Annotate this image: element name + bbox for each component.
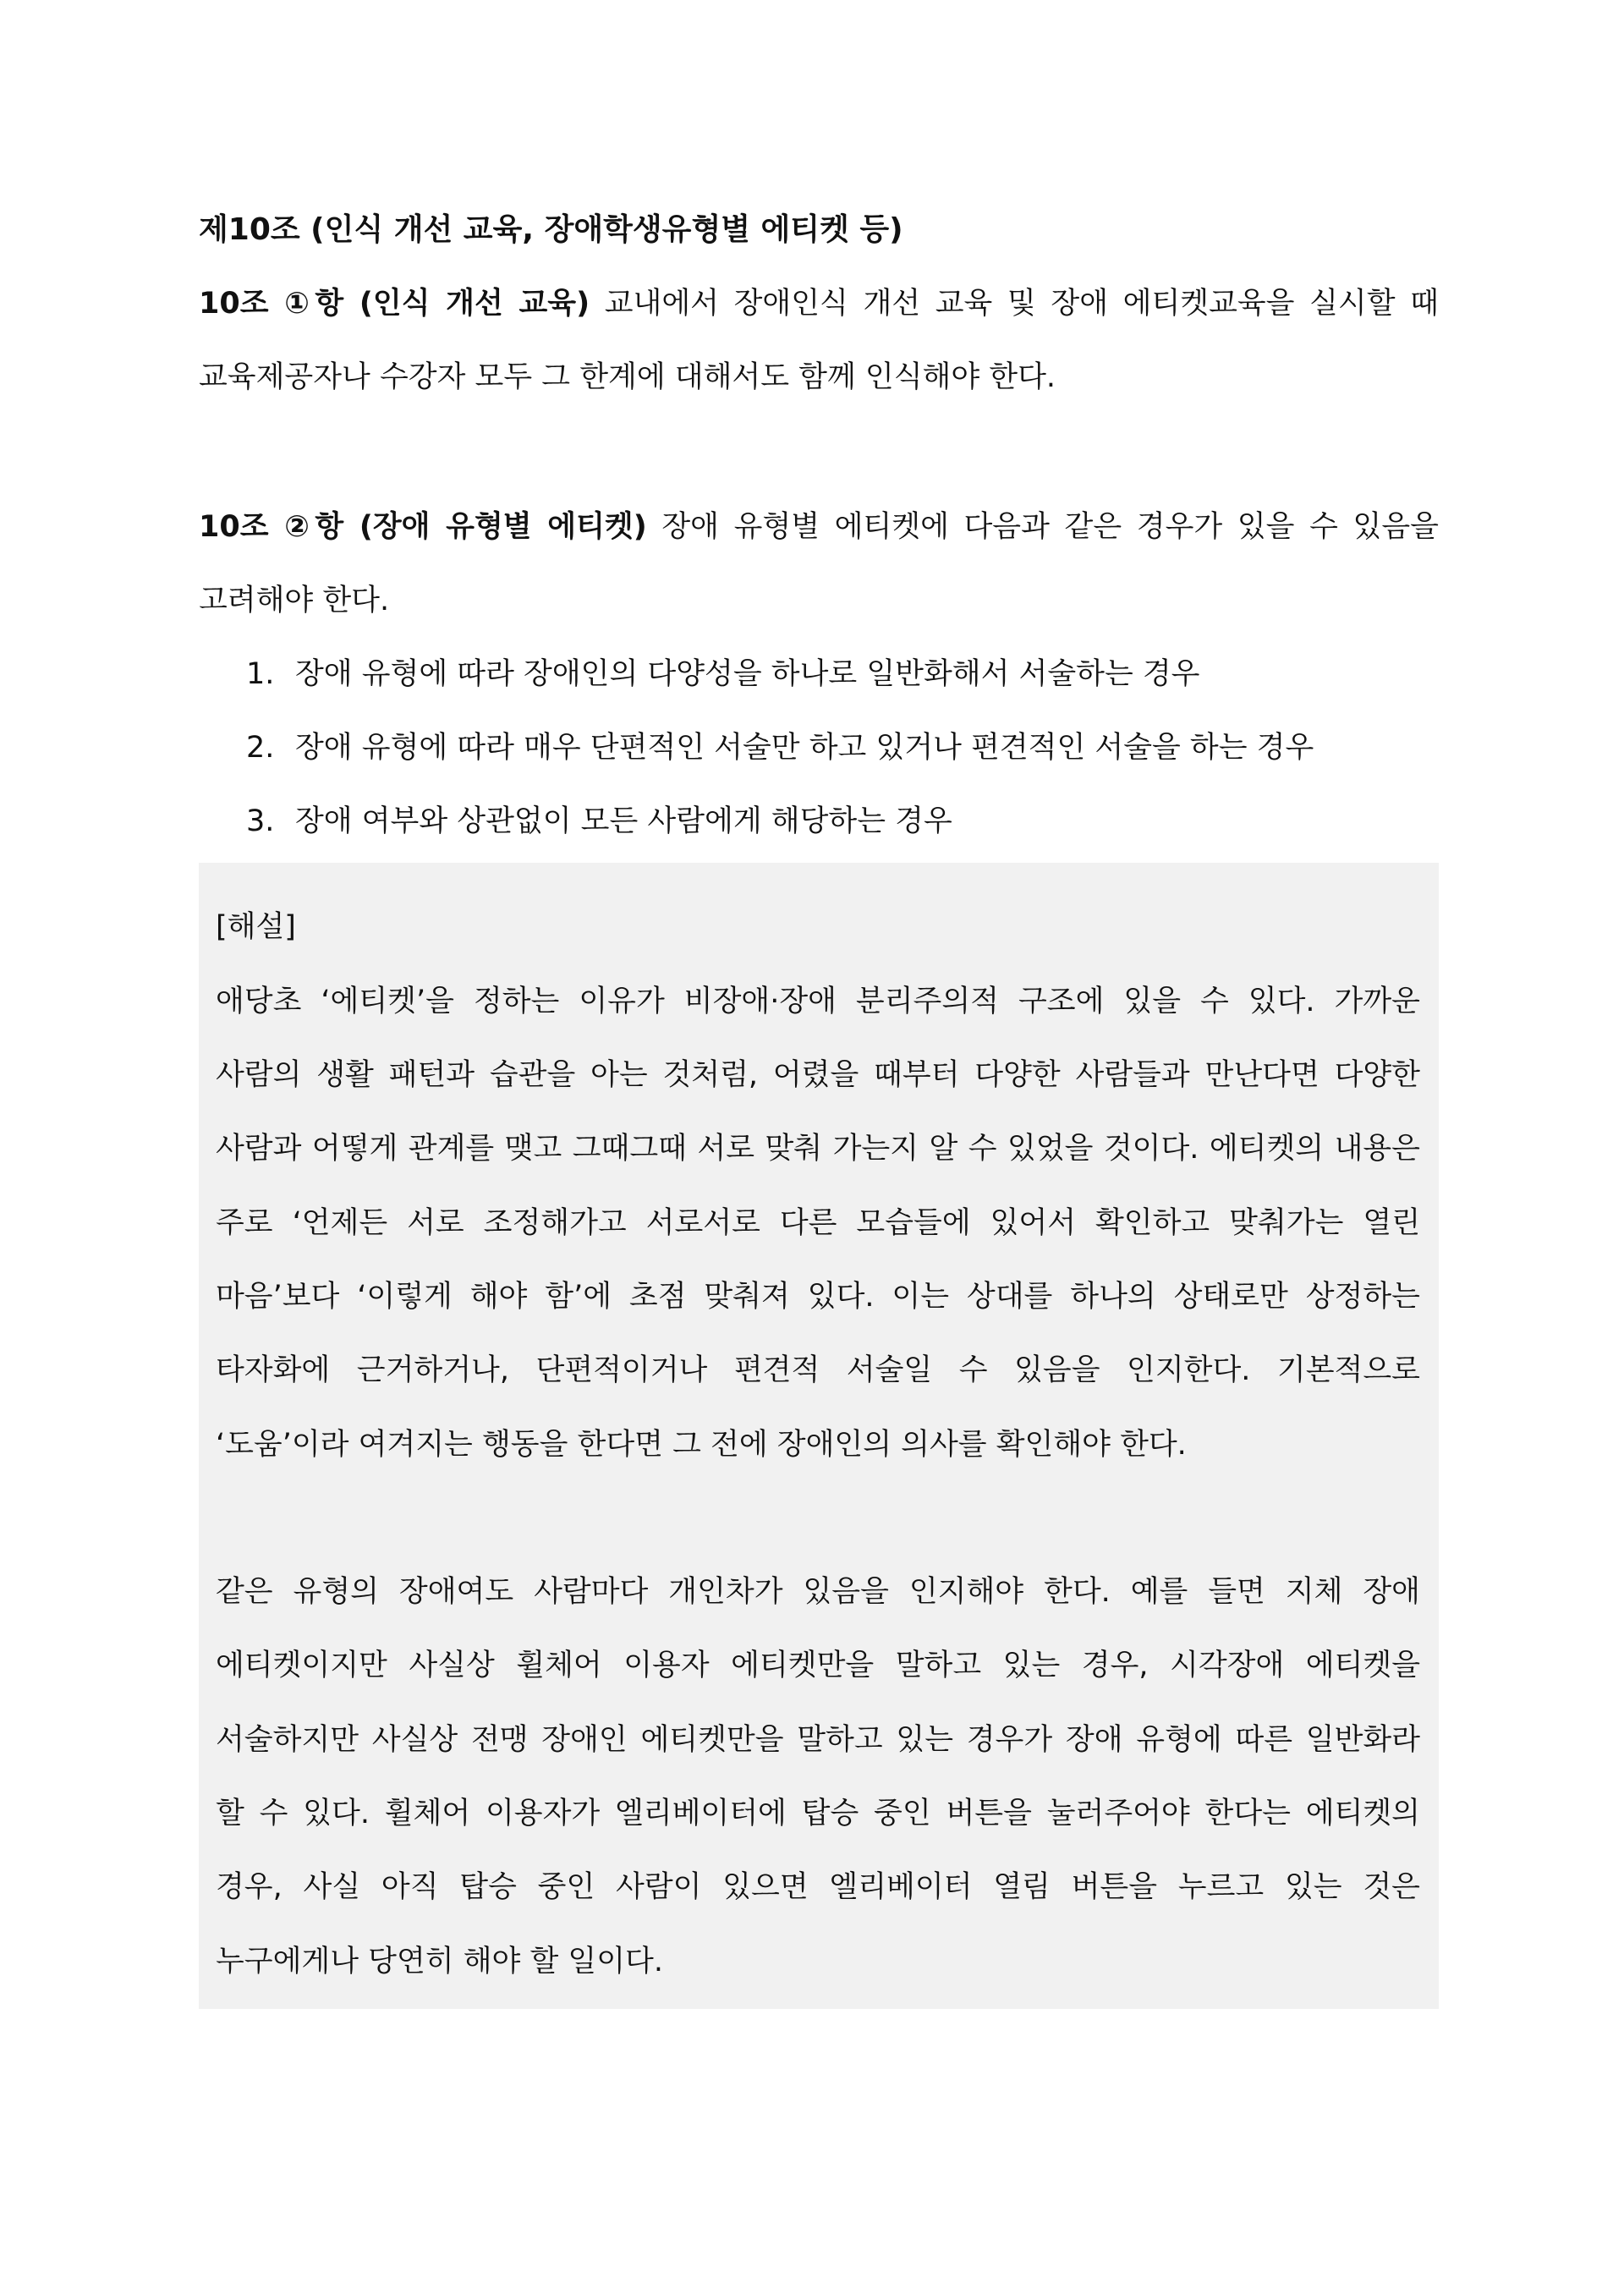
commentary-para2-line: 할 수 있다. 휠체어 이용자가 엘리베이터에 탑승 중인 버튼을 눌러주어야 한다는 에티켓의 xyxy=(216,1797,1420,1830)
commentary-para2-line: 경우, 사실 아직 탑승 중인 사람이 있으면 엘리베이터 열림 버튼을 누르고 있는 것은 xyxy=(216,1870,1420,1904)
clause1-label: 10조 ①항 (인식 개선 교육) xyxy=(199,287,590,321)
clause1-line2: 교육제공자나 수강자 모두 그 한계에 대해서도 함께 인식해야 한다. xyxy=(199,360,1056,394)
commentary-para1-line: 마음’보다 ‘이렇게 해야 함’에 초점 맞춰져 있다. 이는 상대를 하나의 상태로만 상정하는 xyxy=(216,1280,1420,1314)
commentary-para2-line: 서술하지만 사실상 전맹 장애인 에티켓만을 말하고 있는 경우가 장애 유형에 따른 일반화라 xyxy=(216,1723,1420,1757)
commentary-para2-line: 누구에게나 당연히 해야 할 일이다. xyxy=(216,1945,663,1978)
list-item xyxy=(246,801,952,842)
article-title: 제10조 (인식 개선 교육, 장애학생유형별 에티켓 등) xyxy=(199,212,903,247)
list-item-text: 장애 유형에 따라 장애인의 다양성을 하나로 일반화해서 서술하는 경우 xyxy=(295,657,1200,691)
commentary-para2-line: 같은 유형의 장애여도 사람마다 개인차가 있음을 인지해야 한다. 예를 들면 지체 장애 xyxy=(216,1575,1420,1609)
clause1-text-line1: 교내에서 장애인식 개선 교육 및 장애 에티켓교육을 실시할 때 xyxy=(604,287,1439,321)
commentary-para1-line: ‘도움’이라 여겨지는 행동을 한다면 그 전에 장애인의 의사를 확인해야 한다. xyxy=(216,1428,1187,1462)
commentary-para2-line: 에티켓이지만 사실상 휠체어 이용자 에티켓만을 말하고 있는 경우, 시각장애 에티켓을 xyxy=(216,1649,1420,1682)
commentary-para1-line: 애당초 ‘에티켓’을 정하는 이유가 비장애·장애 분리주의적 구조에 있을 수 있다. 가까운 xyxy=(216,985,1420,1018)
commentary-para1-line: 주로 ‘언제든 서로 조정해가고 서로서로 다른 모습들에 있어서 확인하고 맞춰가는 열린 xyxy=(216,1206,1420,1240)
list-item-number: 1. xyxy=(246,657,275,691)
commentary-box xyxy=(199,863,1439,2009)
list-item xyxy=(246,727,1314,768)
list-item-text: 장애 여부와 상관없이 모든 사람에게 해당하는 경우 xyxy=(295,804,952,838)
clause2-label: 10조 ②항 (장애 유형별 에티켓) xyxy=(199,510,647,544)
clause2-line1 xyxy=(199,507,1439,547)
list-item-text: 장애 유형에 따라 매우 단편적인 서술만 하고 있거나 편견적인 서술을 하는 경우 xyxy=(295,731,1314,765)
commentary-para1-line: 타자화에 근거하거나, 단편적이거나 편견적 서술일 수 있음을 인지한다. 기본적으로 xyxy=(216,1353,1420,1387)
list-item xyxy=(246,654,1200,694)
commentary-title: [해설] xyxy=(216,910,296,944)
clause2-text-line1: 장애 유형별 에티켓에 다음과 같은 경우가 있을 수 있음을 xyxy=(661,510,1439,544)
list-item-number: 2. xyxy=(246,731,275,765)
commentary-para1-line: 사람과 어떻게 관계를 맺고 그때그때 서로 맞춰 가는지 알 수 있었을 것이다. 에티켓의 내용은 xyxy=(216,1132,1420,1166)
commentary-para1-line: 사람의 생활 패턴과 습관을 아는 것처럼, 어렸을 때부터 다양한 사람들과 만난다면 다양한 xyxy=(216,1058,1420,1092)
clause2-line2: 고려해야 한다. xyxy=(199,584,390,617)
list-item-number: 3. xyxy=(246,804,275,838)
clause1-line1 xyxy=(199,283,1439,324)
